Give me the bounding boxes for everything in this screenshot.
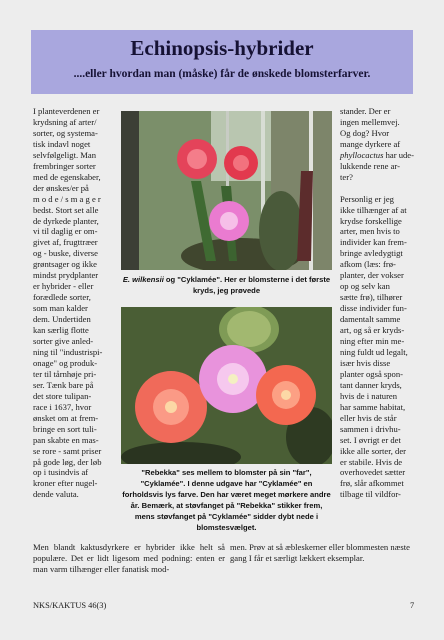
column-line: tisk indavl noget	[33, 138, 91, 149]
caption-1-text: og "Cyklamée". Her er blomsterne i det første kryds, jeg prøvede	[163, 275, 331, 295]
article-bottom-right: men. Prøv at så æbleskerner eller blommesten næste gang I får et særligt lækkert eksemplar.	[230, 542, 410, 563]
column-line: det store tulipan-	[33, 390, 92, 401]
column-line: krydsning af arter/	[33, 116, 97, 127]
column-line: overhovedet sætter	[340, 467, 406, 478]
column-line: sorter, og systema-	[33, 127, 98, 138]
genus-name: phyllocactus	[340, 149, 384, 160]
column-line: selvfølgeligt. Man	[33, 149, 97, 160]
footer-journal: NKS/KAKTUS 46(3)	[33, 601, 107, 610]
column-line: ønsket om at frem-	[33, 412, 99, 423]
column-line: tant danner kryds,	[340, 379, 402, 390]
column-line: ter?	[340, 171, 353, 182]
column-line: sorter give anled-	[33, 336, 94, 347]
column-line: ning fuldt ud legalt,	[340, 346, 408, 357]
column-line: kroner efter nugel-	[33, 478, 98, 489]
column-line: Personlig er jeg	[340, 193, 394, 204]
column-line: eller hvis de står	[340, 412, 397, 423]
column-line: forædlede sorter,	[33, 292, 91, 303]
column-line: m o d e / s m a g e r	[33, 193, 101, 204]
column-line: sammen i drivhu-	[340, 423, 401, 434]
column-line: er stabile. Hvis de	[340, 456, 403, 467]
column-line: ning til "industrispi-	[33, 346, 103, 357]
column-line: ning efter min me-	[340, 336, 405, 347]
column-line: ingen mellemvej.	[340, 116, 400, 127]
column-line: er hybrider - eller	[33, 281, 94, 292]
column-line: bringe en sort tuli-	[33, 423, 97, 434]
column-line-tail: har ude-	[383, 149, 414, 160]
column-line: tilbage til vildfor-	[340, 489, 401, 500]
column-line: set. I øvrigt er det	[340, 434, 401, 445]
column-line: pan skabte en mas-	[33, 434, 99, 445]
column-line: givet af, frugttræer	[33, 237, 98, 248]
column-line: som man kalder	[33, 303, 88, 314]
column-line: ser. Tænk bare på	[33, 379, 94, 390]
photo-rebekka	[121, 307, 332, 464]
column-line: grøntsager og ikke	[33, 259, 97, 270]
article-bottom-left: Men blandt kaktusdyrkere er hybrider ikke helt så populære. Det er lidt ligesom med podning: enten er man varm tilhænger eller fanatisk mod-	[33, 542, 225, 574]
article-column-left	[33, 106, 117, 500]
column-line: planter også spon-	[340, 368, 404, 379]
column-line: se rore - samt priser	[33, 445, 102, 456]
column-line: disse individer fun-	[340, 303, 407, 314]
photo-caption-2: "Rebekka" ses mellem to blomster på sin "far", "Cyklamée". I denne udgave har "Cyklamée" en forholdsvis lys farve. Den har været meget mørkere andre år. Bemærk, at støvfanget på "Rebekka" stikker frem, mens støvfanget på "Cyklamée" sidder dybt nede i blomstesvælget.	[122, 468, 331, 532]
column-line: ter til tårnhøje pri-	[33, 368, 97, 379]
column-line: race i 1637, hvor	[33, 401, 92, 412]
column-line: stander. Der er	[340, 106, 391, 116]
column-line: art, og så er kryds-	[340, 325, 405, 336]
column-line: kan særlig flotte	[33, 325, 89, 336]
column-line: med de egenskaber,	[33, 171, 101, 182]
photo-wilkensii-cyklamee	[121, 111, 332, 270]
column-line: hvis de i naturen	[340, 390, 398, 401]
page-subtitle: ....eller hvordan man (måske) får de ønskede blomsterfarver.	[73, 68, 371, 80]
column-line: I planteverdenen er	[33, 106, 100, 116]
column-line: lukkende rene ar-	[340, 160, 400, 171]
column-line: ikke alle sorter, der	[340, 445, 406, 456]
column-line: sætte frø), tilhører	[340, 292, 403, 303]
column-line: individer kan frem-	[340, 237, 407, 248]
column-line: har samme habitat,	[340, 401, 406, 412]
column-line: frø, slår afkommet	[340, 478, 404, 489]
photo-caption-1	[121, 274, 332, 296]
article-column-right	[340, 106, 419, 500]
column-line: frembringer sorter	[33, 160, 96, 171]
column-line: på gode løg, der løb	[33, 456, 102, 467]
column-line: arter, men hvis to	[340, 226, 400, 237]
column-line: planter, der vokser	[340, 270, 404, 281]
column-line: især hvis disse	[340, 357, 391, 368]
column-line: bedst. Stort set alle	[33, 204, 99, 215]
column-line: og - buske, diverse	[33, 248, 98, 259]
column-line: dem. Undertiden	[33, 314, 91, 325]
column-line: op i tusindvis af	[33, 467, 89, 478]
column-line: Og dog? Hvor	[340, 127, 390, 138]
column-line: dende valuta.	[33, 489, 79, 500]
column-line: bringe avledygtigt	[340, 248, 403, 259]
column-line: op og selv kan	[340, 281, 390, 292]
column-line: mindst prydplanter	[33, 270, 99, 281]
column-line	[340, 150, 419, 161]
column-line: de dyrkede planter,	[33, 215, 99, 226]
page-title: Echinopsis-hybrider	[130, 36, 314, 60]
footer-page-number: 7	[410, 601, 415, 610]
caption-1-species: E. wilkensii	[122, 275, 164, 284]
column-line: der ønskes/er på	[33, 182, 89, 193]
column-line: damentalt samme	[340, 314, 401, 325]
column-line: mange dyrkere af	[340, 138, 401, 149]
column-line: vi til daglig er om-	[33, 226, 98, 237]
column-line	[340, 183, 419, 194]
column-line: onage" og produk-	[33, 357, 98, 368]
header-banner	[31, 30, 413, 94]
column-line: ikke tilhænger af at	[340, 204, 407, 215]
column-line: krydse forskellige	[340, 215, 402, 226]
column-line: afkom (læs: frø-	[340, 259, 396, 270]
